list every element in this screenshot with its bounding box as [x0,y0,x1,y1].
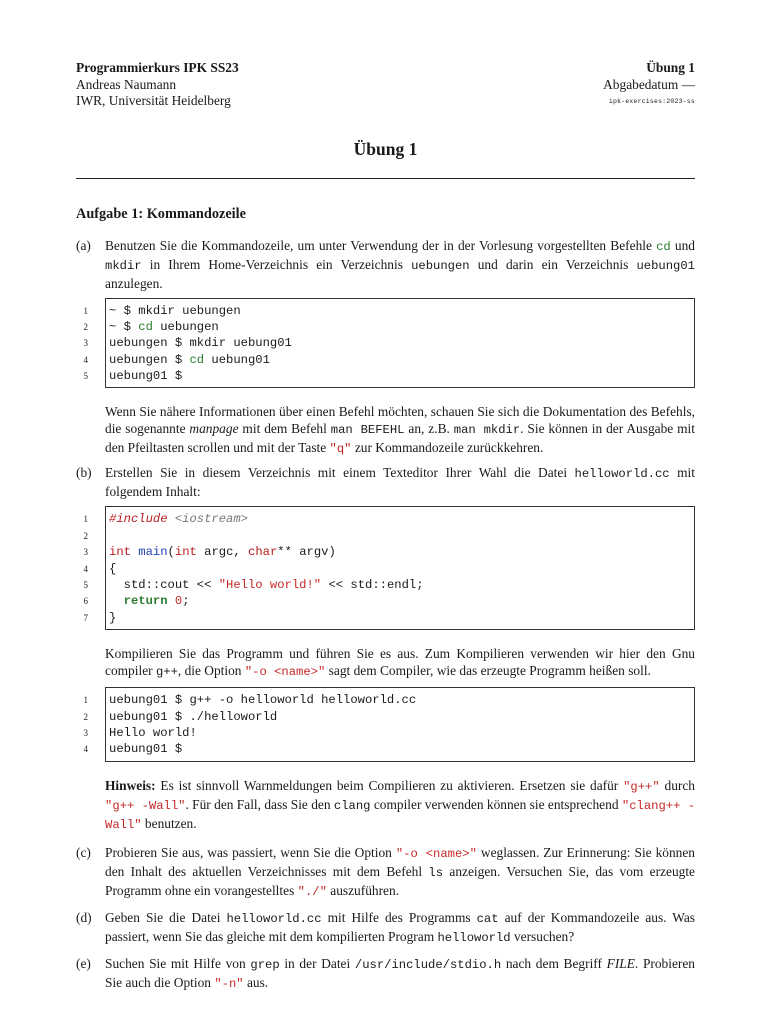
code-preprocessor: #include [109,512,168,527]
line-number: 1 [83,695,88,706]
code-cd: cd [656,239,671,254]
code-text: uebung01 $ ./helloworld [109,709,278,724]
text-run: in der Datei [279,955,355,971]
code-grep: grep [250,957,280,972]
line-number: 7 [83,612,88,623]
text-run: anzulegen. [105,275,163,291]
text-run: anzeigen. Versuchen Sie, das vom erzeugte Programm ohne ein vorangestelltes [105,863,695,898]
code-line [83,352,691,368]
code-keyword: cd [138,319,153,334]
text-run: compiler verwenden können sie entsprechend [370,796,622,812]
code-q: "q" [329,442,352,457]
code-text: { [109,561,117,576]
title-divider [76,178,695,179]
exercise-sheet [76,60,695,993]
code-line [83,528,691,544]
text-run: auszuführen. [326,882,400,898]
line-number: 2 [83,530,88,541]
text-run: mit folgendem Inhalt: [105,465,695,500]
institute-name: IWR, Universität Heidelberg [76,93,231,108]
code-text: ~ $ mkdir uebungen [109,303,241,318]
code-uebungen: uebungen [411,258,470,273]
code-block-cpp [83,506,695,630]
text-run: sagt dem Compiler, wie das erzeugte Programm heißen soll. [325,663,651,679]
code-text: ~ $ [109,319,139,334]
code-program: helloworld [437,930,511,945]
page-title: Übung 1 [353,138,418,159]
line-number: 3 [83,547,88,558]
code-text: uebungen $ mkdir uebung01 [109,336,292,351]
code-line [83,335,691,351]
code-text: uebung01 $ [109,742,183,757]
code-text: std::cout << [109,578,219,593]
text-run: weglassen. Zur Erinnerung: Sie können den Inhalt des aktuellen Verzeichnisses mit dem Befehl [105,844,695,879]
code-line [83,319,691,335]
code-line [83,577,691,593]
text-run: in Ihrem Home-Verzeichnis ein Verzeichnis [141,256,412,272]
code-filename: helloworld.cc [574,467,670,482]
course-title: Programmierkurs IPK SS23 [76,60,239,75]
line-number: 2 [83,711,88,722]
code-line [83,610,691,626]
code-line [83,368,691,384]
task-a [76,237,695,292]
line-number: 5 [83,580,88,591]
text-run: Probieren Sie aus, was passiert, wenn Sie die Option [105,844,396,860]
code-text: uebungen [152,319,219,334]
version-tag: ipk-exercises:2023-ss [608,98,695,105]
code-uebung01: uebung01 [636,258,695,273]
task-label: (b) [76,465,92,481]
line-number: 3 [83,338,88,349]
text-run: an, z.B. [404,421,454,437]
code-include-arg: <iostream> [174,512,248,527]
task-text [105,909,695,947]
line-number: 1 [83,305,88,316]
code-function: main [138,545,168,560]
header-left [76,60,239,111]
header-right [603,60,695,111]
code-dot-slash: "./" [297,884,327,899]
code-line [83,593,691,609]
code-cat: cat [476,911,499,926]
code-text: << std::endl; [321,578,424,593]
task-e [76,955,695,993]
task-label: (a) [76,237,91,253]
code-path: /usr/include/stdio.h [354,957,502,972]
code-clang-wall: "clang++ -Wall" [105,798,696,832]
text-run: und [670,237,696,253]
code-line [83,561,691,577]
task-label: (e) [76,955,91,971]
code-text: ( [167,545,175,560]
line-number: 1 [83,514,88,525]
author-name: Andreas Naumann [76,76,177,92]
code-text: uebungen $ [109,352,190,367]
text-run: versuchen? [510,928,575,944]
code-mkdir: mkdir [105,258,142,273]
text-run: Erstellen Sie in diesem Verzeichnis mit einem Texteditor Ihrer Wahl die Datei [105,465,575,481]
text-run: mit Hilfe des Programms [321,909,477,925]
code-gpp: g++ [155,665,178,680]
code-text: uebung01 $ g++ -o helloworld helloworld.cc [109,693,417,708]
code-text: uebung01 $ [109,369,183,384]
code-text: argc, [196,545,249,560]
code-text: ** argv) [277,545,336,560]
page-header [76,60,695,111]
code-line [83,741,691,757]
code-text [109,594,124,608]
emphasis: manpage [189,421,239,437]
code-text: } [109,610,117,625]
line-number: 6 [83,596,88,607]
task-c [76,844,695,901]
text-run: . Probieren Sie auch die Option [105,955,696,990]
code-text: ; [182,594,190,609]
line-number: 3 [83,727,88,738]
text-run: . Für den Fall, dass Sie den [185,796,334,812]
task-b [76,464,695,500]
text-run: Geben Sie die Datei [105,909,227,925]
code-type: int [174,545,197,560]
hint-paragraph [105,777,695,834]
text-run: Suchen Sie mit Hilfe von [105,955,251,971]
code-line [83,709,691,725]
code-option: "-o <name>" [395,846,477,861]
hint-label: Hinweis: [105,777,156,793]
code-block-shell-a [83,298,695,389]
emphasis: FILE [606,955,635,971]
code-line [83,303,691,319]
task-text [105,464,695,500]
code-clang: clang [333,798,371,813]
text-run: . Sie können in der Ausgabe mit den Pfeiltasten scrollen und mit der Taste [105,421,695,456]
code-block-shell-b [83,687,695,762]
exercise-number: Übung 1 [646,60,695,75]
code-line [83,544,691,560]
compile-paragraph [105,645,695,681]
text-run: durch [659,777,696,793]
text-run: Benutzen Sie die Kommandozeile, um unter Verwendung der in der Vorlesung vorgestellten Befehle [105,237,657,253]
code-type: char [248,545,278,560]
code-string: "Hello world!" [218,578,322,593]
line-number: 4 [83,354,88,365]
text-run: Wenn Sie nähere Informationen über einen Befehl möchten, schauen Sie sich die Dokumentation des Befehls, die sogenannte [105,404,695,437]
code-line [83,725,691,741]
code-text: Hello world! [109,725,197,740]
text-run: mit dem Befehl [238,421,331,437]
task-label: (d) [76,909,92,925]
text-run: zur Kommandozeile zurückkehren. [351,440,544,456]
manpage-paragraph [105,403,695,458]
code-gpp-wall: "g++ -Wall" [105,798,186,813]
code-line [83,692,691,708]
code-man-befehl: man BEFEHL [330,423,405,438]
text-run: und darin ein Verzeichnis [469,256,637,272]
section-heading: Aufgabe 1: Kommandozeile [76,205,246,222]
code-gpp: "g++" [623,779,660,794]
line-number: 4 [83,744,88,755]
task-text [105,955,695,993]
text-run: benutzen. [141,815,197,831]
code-line [83,511,691,527]
line-number: 4 [83,563,88,574]
code-option-n: "-n" [214,976,244,991]
line-number: 5 [83,371,88,382]
task-d [76,909,695,947]
code-filename: helloworld.cc [226,911,322,926]
code-number: 0 [174,594,183,609]
task-text [105,237,695,292]
code-type: int [109,545,131,560]
text-run: , die Option [177,663,245,679]
line-number: 2 [83,321,88,332]
code-text: uebung01 [204,352,270,367]
code-option: "-o <name>" [244,665,326,680]
text-run: Kompilieren Sie das Programm und führen Sie es aus. Zum Kompilieren verwenden wir hier den Gnu compiler [105,646,695,679]
text-run: auf der Kommandozeile aus. Was passiert, wenn Sie das gleiche mit dem kompilierten Program [105,909,696,944]
text-run: nach dem Begriff [501,955,607,971]
task-text [105,844,695,901]
code-man-mkdir: man mkdir [453,423,521,438]
task-label: (c) [76,844,91,860]
text-run: aus. [243,974,269,990]
code-keyword: cd [189,352,205,367]
code-keyword: return [123,594,168,609]
code-ls: ls [428,865,444,880]
due-date: Abgabedatum — [603,76,695,92]
text-run: Es ist sinnvoll Warnmeldungen beim Compilieren zu aktivieren. Ersetzen sie dafür [155,777,624,793]
